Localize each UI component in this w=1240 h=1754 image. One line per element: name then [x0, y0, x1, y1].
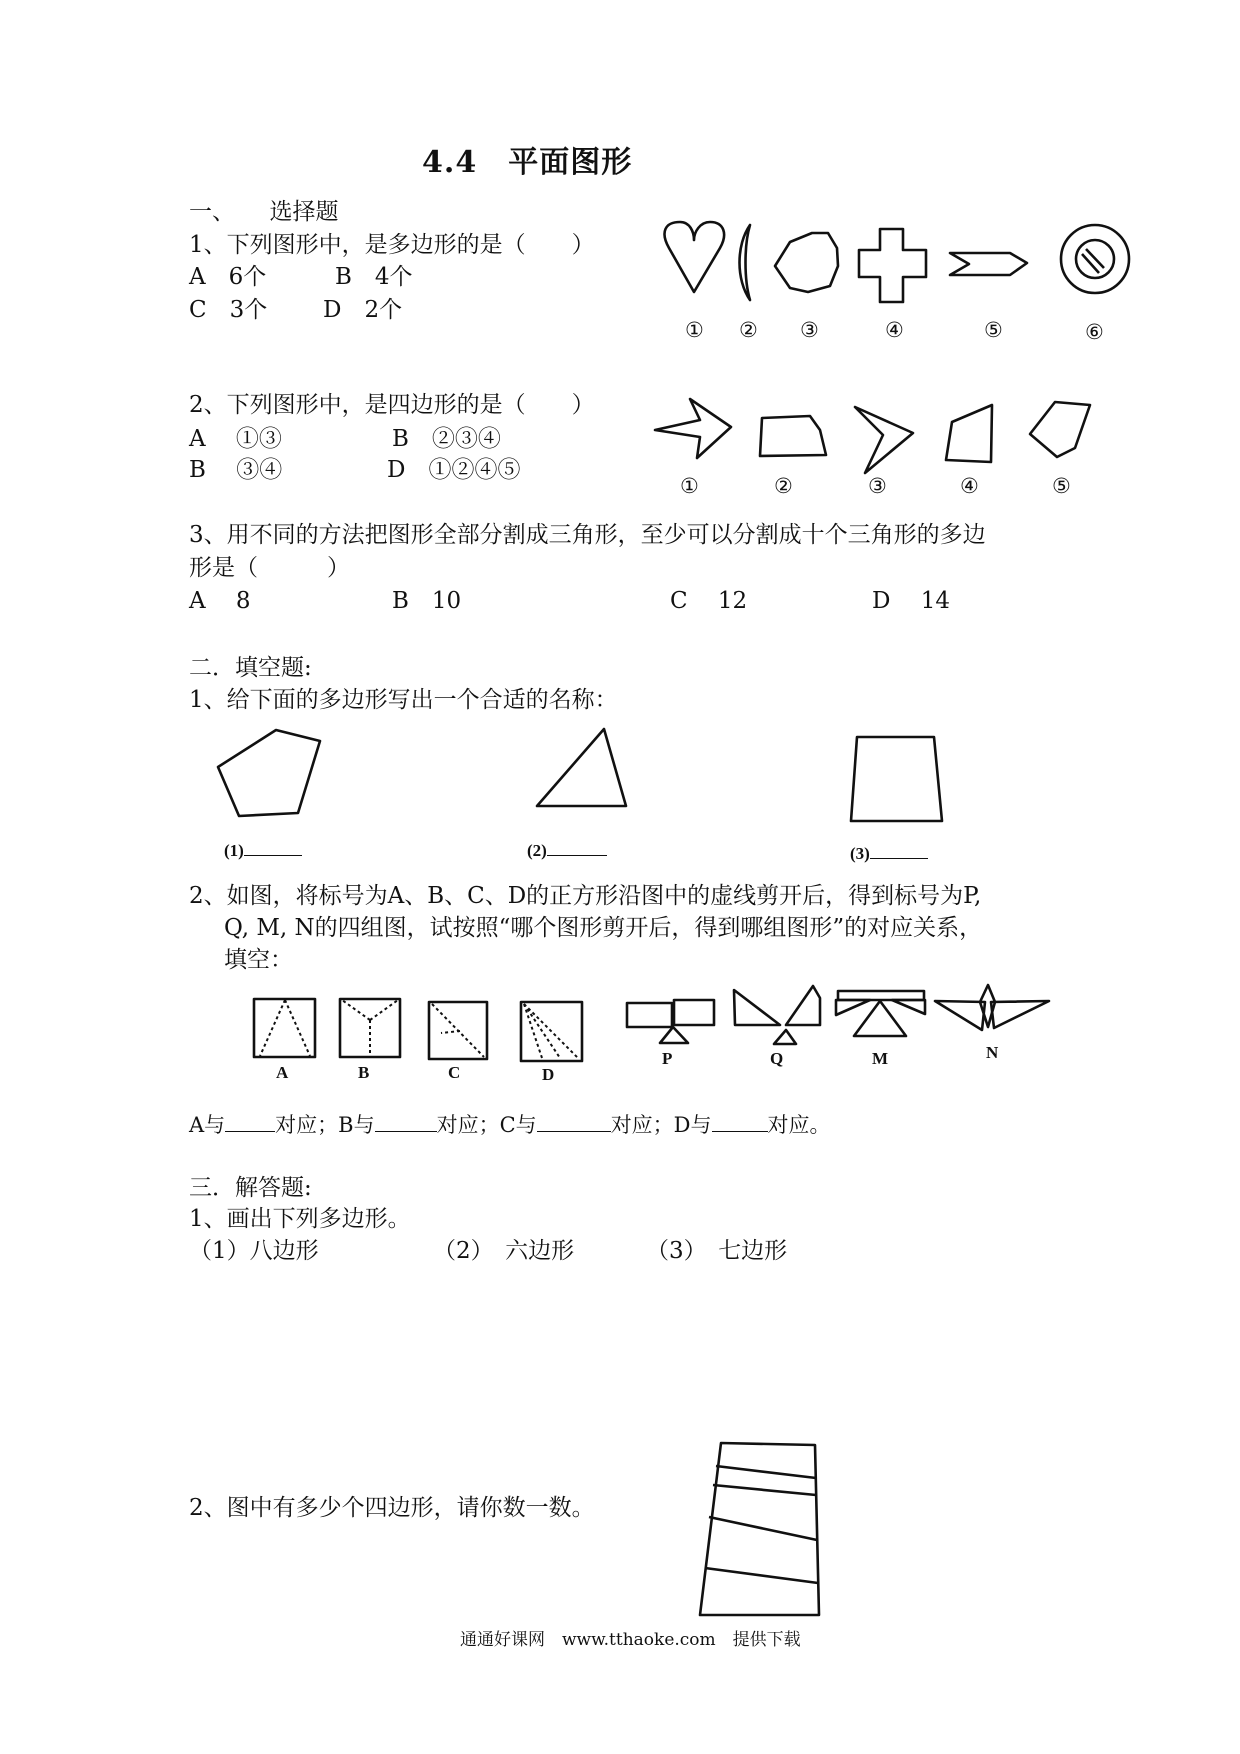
polygon-name-label: (2)	[527, 835, 607, 859]
pentagon-figure	[218, 730, 320, 816]
q2-figure-label: ②	[774, 474, 793, 498]
q1-option-b: B 4个	[335, 264, 413, 290]
quad-figure	[946, 405, 992, 462]
square-label: D	[542, 1065, 555, 1084]
piece-label: M	[872, 1049, 889, 1068]
chevron-arrow-figure	[950, 253, 1027, 275]
q3-stem-line2: 形是（ ）	[189, 555, 350, 581]
heart-figure	[665, 222, 725, 292]
fill-q2-stem-line3: 填空：	[224, 947, 293, 973]
q2-figure-label: ①	[680, 474, 699, 498]
square-label: A	[276, 1063, 289, 1082]
draw-q1-item: （2） 六边形	[433, 1238, 575, 1264]
page-footer: 通通好课网 www.tthaoke.com 提供下载	[460, 1630, 801, 1650]
fill-q2-stem-line2: Q, M, N的四组图，试按照“哪个图形剪开后，得到哪组图形”的对应关系，	[224, 915, 983, 941]
arrow-figure	[655, 399, 731, 458]
q2-option-d: D ①②④⑤	[387, 457, 521, 483]
polygon-name-label: (1)	[224, 835, 302, 859]
q3-option-c: C 12	[670, 588, 748, 614]
q2-stem: 2、下列图形中，是四边形的是（ ）	[189, 392, 595, 418]
q1-option-a: A 6个	[189, 264, 267, 290]
q2-figure-label: ③	[868, 474, 887, 498]
q1-figure-label: ①	[685, 318, 704, 342]
match-answer-line: A与 对应；B与 对应；C与 对应；D与 对应。	[189, 1113, 831, 1137]
concave-quad-figure	[855, 407, 913, 473]
q3-option-d: D 14	[872, 588, 951, 614]
section2-heading: 二．填空题:	[189, 655, 312, 681]
piece-group-m	[836, 991, 925, 1036]
page-title: 4.4 平面图形	[422, 145, 633, 180]
draw-q1-stem: 1、画出下列多边形。	[189, 1206, 411, 1232]
cross-figure	[859, 229, 926, 302]
stacked-quadrilaterals-figure	[700, 1443, 819, 1615]
octagon-figure	[775, 233, 838, 292]
q1-figure-label: ④	[885, 318, 904, 342]
square-label: B	[358, 1063, 370, 1082]
q2-option-b: B ②③④	[392, 426, 501, 452]
q1-option-c: C 3个	[189, 297, 268, 323]
q1-figure-label: ⑥	[1085, 320, 1104, 344]
section3-heading: 三．解答题:	[189, 1175, 312, 1201]
draw-q1-item: （1）八边形	[189, 1238, 319, 1264]
q2-figure-label: ⑤	[1052, 474, 1071, 498]
pentagon-figure	[1030, 402, 1090, 457]
q1-option-d: D 2个	[323, 297, 403, 323]
no-entry-bar	[1082, 254, 1099, 273]
rounded-quad-figure	[760, 416, 826, 456]
q2-figure-label: ④	[960, 474, 979, 498]
piece-group-p	[627, 1000, 714, 1043]
piece-label: N	[986, 1043, 999, 1062]
trapezoid-figure	[851, 737, 942, 821]
section1-heading: 一、 选择题	[189, 199, 339, 225]
q1-figure-label: ③	[800, 318, 819, 342]
q1-figure-label: ⑤	[984, 318, 1003, 342]
q1-figure-label: ②	[739, 318, 758, 342]
fill-q2-stem-line1: 2、如图，将标号为A、B、C、D的正方形沿图中的虚线剪开后，得到标号为P,	[189, 883, 982, 909]
square-label: C	[448, 1063, 461, 1082]
q3-stem-line1: 3、用不同的方法把图形全部分割成三角形，至少可以分割成十个三角形的多边	[189, 522, 986, 548]
polygon-name-label: (3)	[850, 838, 928, 862]
q3-option-b: B 10	[392, 588, 462, 614]
count-q2-stem: 2、图中有多少个四边形，请你数一数。	[189, 1495, 595, 1521]
triangle-figure	[537, 729, 626, 806]
piece-label: P	[662, 1049, 673, 1068]
no-entry-bar	[1086, 249, 1104, 268]
q2-option-a: A ①③	[189, 426, 282, 452]
draw-q1-item: （3） 七边形	[646, 1238, 788, 1264]
piece-group-q	[734, 986, 820, 1044]
fill-q1-stem: 1、给下面的多边形写出一个合适的名称：	[189, 687, 618, 713]
q2-option-c: B ③④	[189, 457, 283, 483]
square-a	[254, 999, 315, 1057]
piece-group-n	[935, 985, 1049, 1030]
q3-option-a: A 8	[189, 588, 251, 614]
piece-label: Q	[770, 1049, 784, 1068]
q1-stem: 1、下列图形中，是多边形的是（ ）	[189, 232, 595, 258]
crescent-figure	[740, 225, 751, 300]
